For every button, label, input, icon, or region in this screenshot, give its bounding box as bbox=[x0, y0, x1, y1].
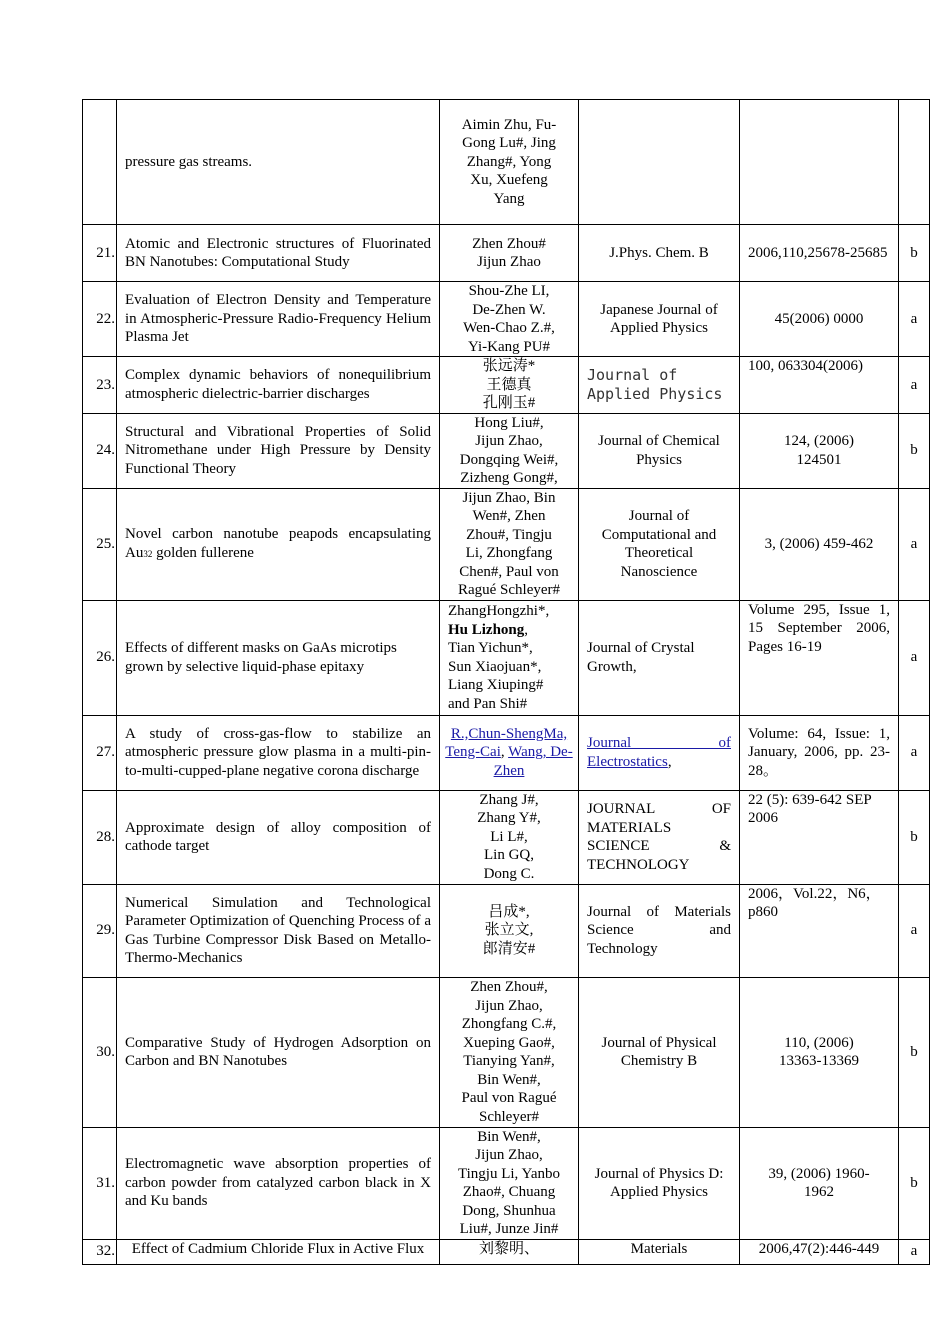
grade: a bbox=[899, 488, 930, 600]
authors: Hong Liu#, Jijun Zhao, Dongqing Wei#, Zizheng Gong#, bbox=[440, 413, 579, 488]
journal: Japanese Journal of Applied Physics bbox=[579, 282, 740, 357]
grade: b bbox=[899, 790, 930, 884]
authors: Bin Wen#, Jijun Zhao, Tingju Li, Yanbo Zhao#, Chuang Dong, Shunhua Liu#, Junze Jin# bbox=[440, 1127, 579, 1239]
journal: Journal of Physical Chemistry B bbox=[579, 977, 740, 1127]
row-number: 26. bbox=[83, 600, 117, 715]
journal: Journal of Applied Physics bbox=[579, 357, 740, 414]
journal: Materials bbox=[579, 1239, 740, 1264]
paper-title: Complex dynamic behaviors of nonequilibrium atmospheric dielectric-barrier discharges bbox=[117, 357, 440, 414]
journal bbox=[579, 100, 740, 225]
volume: Volume 295, Issue 1, 15 September 2006, Pages 16-19 bbox=[740, 600, 899, 715]
authors: Jijun Zhao, Bin Wen#, Zhen Zhou#, Tingju Li, Zhongfang Chen#, Paul von Ragué Schleyer# bbox=[440, 488, 579, 600]
grade: a bbox=[899, 282, 930, 357]
row-number: 27. bbox=[83, 715, 117, 790]
table-row bbox=[83, 1127, 930, 1239]
authors: Aimin Zhu, Fu- Gong Lu#, Jing Zhang#, Yong Xu, Xuefeng Yang bbox=[440, 100, 579, 225]
table-row bbox=[83, 600, 930, 715]
volume: 110, (2006) 13363-13369 bbox=[740, 977, 899, 1127]
row-number: 24. bbox=[83, 413, 117, 488]
publications-table bbox=[82, 99, 930, 1265]
authors: ZhangHongzhi*, Hu Lizhong, Tian Yichun*, Sun Xiaojuan*, Liang Xiuping# and Pan Shi# bbox=[440, 600, 579, 715]
volume: Volume: 64, Issue: 1, January, 2006, pp. 23-28。 bbox=[740, 715, 899, 790]
table-row bbox=[83, 357, 930, 414]
grade: a bbox=[899, 357, 930, 414]
row-number: 30. bbox=[83, 977, 117, 1127]
author-link[interactable]: Wang, De-Zhen bbox=[493, 744, 573, 779]
grade: a bbox=[899, 884, 930, 977]
paper-title: Evaluation of Electron Density and Temperature in Atmospheric-Pressure Radio-Frequency Helium Plasma Jet bbox=[117, 282, 440, 357]
table-row bbox=[83, 977, 930, 1127]
journal: J.Phys. Chem. B bbox=[579, 225, 740, 282]
volume: 2006,110,25678-25685 bbox=[740, 225, 899, 282]
journal: Journal of Chemical Physics bbox=[579, 413, 740, 488]
paper-title: Electromagnetic wave absorption properties of carbon powder from catalyzed carbon black in X and Ku bands bbox=[117, 1127, 440, 1239]
volume: 124, (2006) 124501 bbox=[740, 413, 899, 488]
volume: 45(2006) 0000 bbox=[740, 282, 899, 357]
row-number: 32. bbox=[83, 1239, 117, 1264]
grade: a bbox=[899, 715, 930, 790]
row-number: 22. bbox=[83, 282, 117, 357]
authors: 吕成*, 张立文, 郎清安# bbox=[440, 884, 579, 977]
journal: Journal of Materials Science and Technology bbox=[579, 884, 740, 977]
table-row bbox=[83, 282, 930, 357]
volume bbox=[740, 100, 899, 225]
grade: b bbox=[899, 225, 930, 282]
journal: Journal of Computational and Theoretical Nanoscience bbox=[579, 488, 740, 600]
grade: a bbox=[899, 600, 930, 715]
row-number: 31. bbox=[83, 1127, 117, 1239]
paper-title: Comparative Study of Hydrogen Adsorption on Carbon and BN Nanotubes bbox=[117, 977, 440, 1127]
volume: 39, (2006) 1960- 1962 bbox=[740, 1127, 899, 1239]
paper-title: Numerical Simulation and Technological Parameter Optimization of Quenching Process of a Gas Turbine Compressor Disk Based on Metallo-Thermo-Mechanics bbox=[117, 884, 440, 977]
paper-title: Approximate design of alloy composition of cathode target bbox=[117, 790, 440, 884]
table-row bbox=[83, 100, 930, 225]
grade bbox=[899, 100, 930, 225]
paper-title: pressure gas streams. bbox=[117, 100, 440, 225]
journal: Journal of Electrostatics, bbox=[579, 715, 740, 790]
authors: 刘黎明、 bbox=[440, 1239, 579, 1264]
paper-title: Effect of Cadmium Chloride Flux in Active Flux bbox=[117, 1239, 440, 1264]
volume: 22 (5): 639-642 SEP 2006 bbox=[740, 790, 899, 884]
table-row bbox=[83, 1239, 930, 1264]
paper-title: Structural and Vibrational Properties of Solid Nitromethane under High Pressure by Density Functional Theory bbox=[117, 413, 440, 488]
grade: b bbox=[899, 977, 930, 1127]
paper-title: Novel carbon nanotube peapods encapsulating Au32 golden fullerene bbox=[117, 488, 440, 600]
table-row bbox=[83, 413, 930, 488]
authors: 张远涛* 王德真 孔刚玉# bbox=[440, 357, 579, 414]
journal: Journal of Crystal Growth, bbox=[579, 600, 740, 715]
row-number: 25. bbox=[83, 488, 117, 600]
authors: Zhen Zhou# Jijun Zhao bbox=[440, 225, 579, 282]
author-link[interactable]: R.,Chun-ShengMa, Teng-Cai bbox=[445, 725, 568, 761]
journal: JOURNAL OF MATERIALS SCIENCE & TECHNOLOGY bbox=[579, 790, 740, 884]
table-row bbox=[83, 790, 930, 884]
journal: Journal of Physics D: Applied Physics bbox=[579, 1127, 740, 1239]
grade: b bbox=[899, 1127, 930, 1239]
table-row bbox=[83, 488, 930, 600]
journal-link[interactable]: Journal of Electrostatics bbox=[587, 735, 731, 770]
paper-title: A study of cross-gas-flow to stabilize an atmospheric pressure glow plasma in a multi-pin-to-multi-cupped-plane negative corona discharge bbox=[117, 715, 440, 790]
authors: Zhang J#, Zhang Y#, Li L#, Lin GQ, Dong C. bbox=[440, 790, 579, 884]
row-number bbox=[83, 100, 117, 225]
volume: 3, (2006) 459-462 bbox=[740, 488, 899, 600]
grade: b bbox=[899, 413, 930, 488]
table-row bbox=[83, 884, 930, 977]
paper-title: Atomic and Electronic structures of Fluorinated BN Nanotubes: Computational Study bbox=[117, 225, 440, 282]
row-number: 23. bbox=[83, 357, 117, 414]
table-row bbox=[83, 225, 930, 282]
volume: 2006，Vol.22，N6，p860 bbox=[740, 884, 899, 977]
paper-title: Effects of different masks on GaAs microtips grown by selective liquid-phase epitaxy bbox=[117, 600, 440, 715]
authors: Zhen Zhou#, Jijun Zhao, Zhongfang C.#, Xueping Gao#, Tianying Yan#, Bin Wen#, Paul von Ragué Schleyer# bbox=[440, 977, 579, 1127]
row-number: 29. bbox=[83, 884, 117, 977]
volume: 100, 063304(2006) bbox=[740, 357, 899, 414]
authors: R.,Chun-ShengMa, Teng-Cai, Wang, De-Zhen bbox=[440, 715, 579, 790]
authors: Shou-Zhe LI, De-Zhen W. Wen-Chao Z.#, Yi-Kang PU# bbox=[440, 282, 579, 357]
grade: a bbox=[899, 1239, 930, 1264]
table-row bbox=[83, 715, 930, 790]
row-number: 28. bbox=[83, 790, 117, 884]
row-number: 21. bbox=[83, 225, 117, 282]
volume: 2006,47(2):446-449 bbox=[740, 1239, 899, 1264]
